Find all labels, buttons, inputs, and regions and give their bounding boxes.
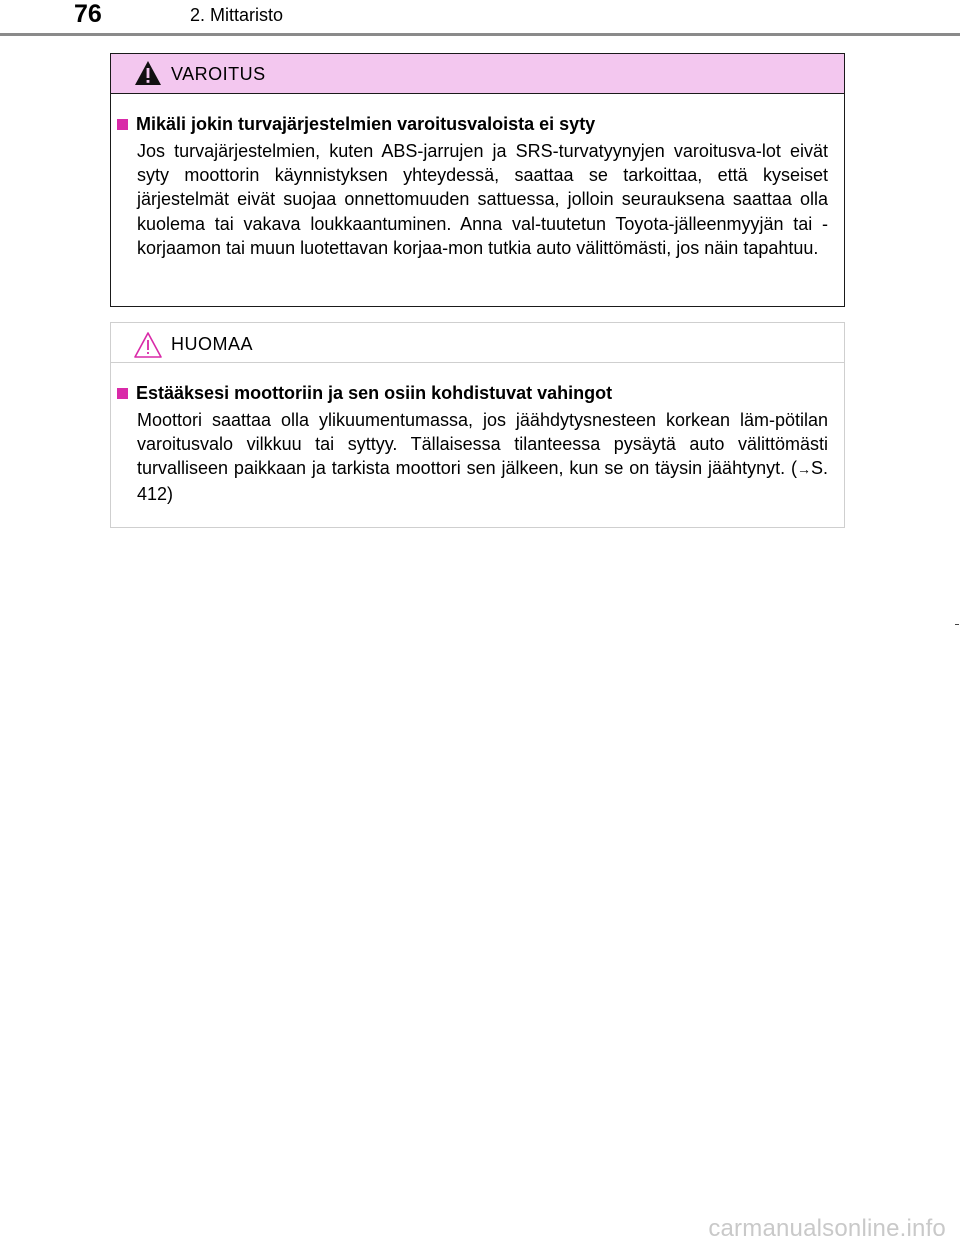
warning-item-heading-text: Mikäli jokin turvajärjestelmien varoitusvaloista ei syty: [136, 114, 596, 134]
notice-item-heading-text: Estääksesi moottoriin ja sen osiin kohdistuvat vahingot: [136, 383, 613, 403]
warning-box-title: VAROITUS: [171, 64, 266, 84]
notice-box-header: [111, 323, 844, 363]
header-divider: [0, 33, 960, 36]
notice-item-text: [137, 408, 828, 506]
page-number: 76: [74, 0, 102, 28]
notice-box-content: [111, 363, 844, 506]
watermark: carmanualsonline.info: [708, 1215, 946, 1242]
notice-item-heading: [117, 381, 828, 405]
warning-item-text: Jos turvajärjestelmien, kuten ABS-jarrujen ja SRS-turvatyynyjen varoitusva-lot eivät syty moottorin käynnistyksen yhteydessä, saattaa se tarkoittaa, että kyseiset järjestelmät eivät suojaa onnettomuuden sattuessa, jolloin seurauksena saattaa olla kuolema tai vakava loukkaantuminen. Anna val-tuutetun Toyota-jälleenmyyjän tai -korjaamon tai muun luotettavan korjaa-mon tutkia auto välittömästi, jos näin tapahtuu.: [137, 141, 828, 258]
warning-box-content: [111, 94, 844, 260]
warning-box: [110, 53, 845, 307]
warning-triangle-icon: [133, 59, 163, 87]
margin-tick-mark: [955, 624, 959, 625]
notice-box-title: HUOMAA: [171, 334, 254, 354]
warning-item-heading: [117, 112, 828, 136]
chapter-title: 2. Mittaristo: [190, 5, 284, 25]
notice-box: [110, 322, 845, 528]
square-bullet-icon: [117, 388, 128, 399]
caution-triangle-outline-icon: [133, 331, 163, 359]
warning-box-header: [111, 54, 844, 94]
square-bullet-icon: [117, 119, 128, 130]
notice-text-closing: ): [167, 483, 174, 504]
notice-text-body: Moottori saattaa olla ylikuumentumassa, jos jäähdytysnesteen korkean läm-pötilan varoitusvalo vilkkuu tai syttyy. Tällaisessa tilanteessa pysäytä auto välittömästi turvalliseen paikkaan ja tarkista moottori sen jälkeen, kun se on täysin jäähtynyt. (: [137, 410, 828, 479]
arrow-right-icon: →: [796, 461, 811, 478]
page-reference-link[interactable]: S. 412: [137, 458, 828, 504]
